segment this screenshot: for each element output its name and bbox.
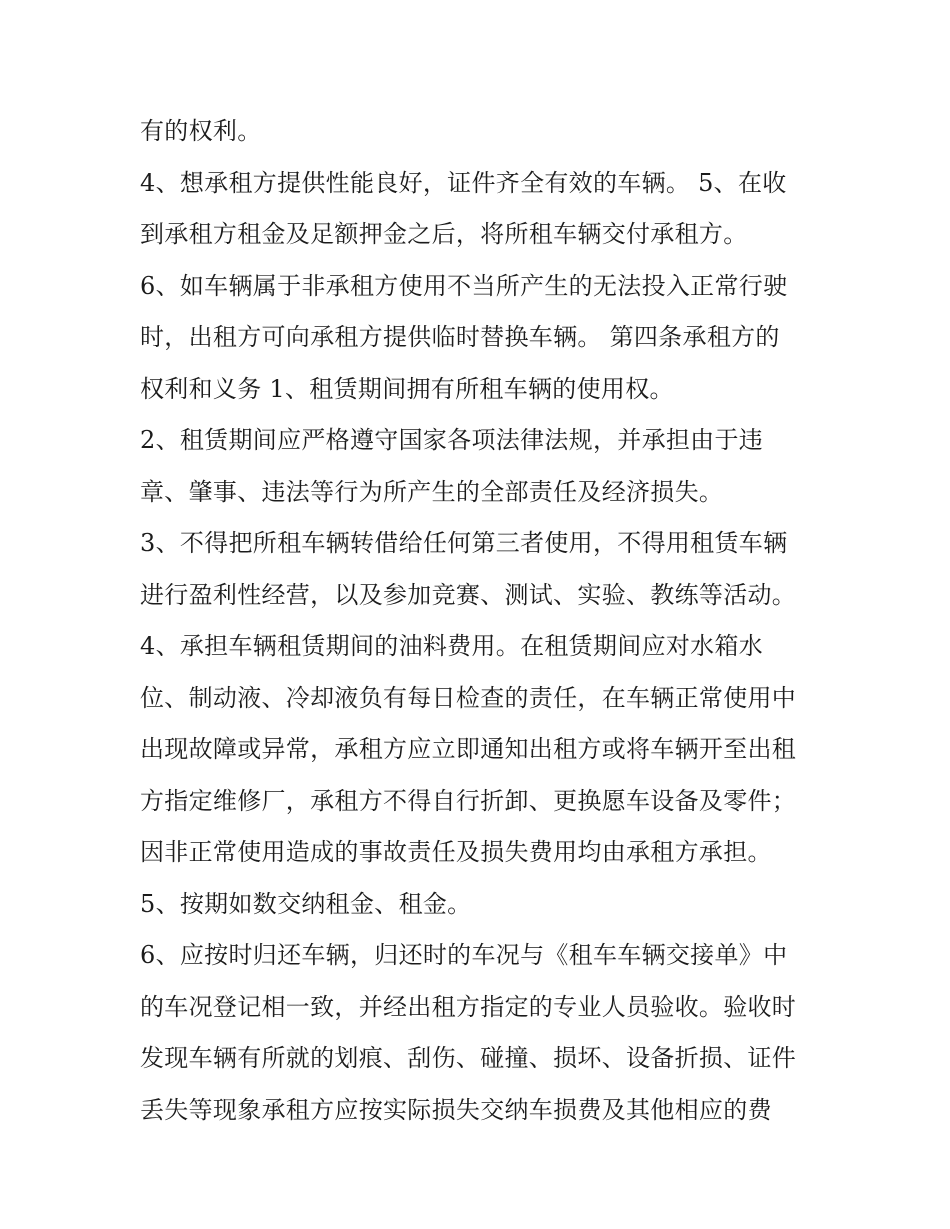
document-body xyxy=(140,106,830,1136)
text-line-10: 进行盈利性经营，以及参加竞赛、测试、实验、教练等活动。 xyxy=(140,580,797,609)
text-line-12: 位、制动液、冷却液负有每日检查的责任，在车辆正常使用中 xyxy=(140,683,797,712)
text-line-7: 2、租赁期间应严格遵守国家各项法律法规，并承担由于违 xyxy=(140,426,764,454)
text-line-2: 4、想承租方提供性能良好，证件齐全有效的车辆。 5、在收 xyxy=(140,168,787,197)
text-line-8: 章、肇事、违法等行为所产生的全部责任及经济损失。 xyxy=(140,477,724,506)
text-line-15: 因非正常使用造成的事故责任及损失费用均由承租方承担。 xyxy=(140,838,772,866)
text-line-11: 4、承担车辆租赁期间的油料费用。在租赁期间应对水箱水 xyxy=(140,632,764,660)
text-line-1: 有的权利。 xyxy=(140,117,262,145)
text-line-20: 丢失等现象承租方应按实际损失交纳车损费及其他相应的费 xyxy=(140,1095,772,1124)
text-line-9: 3、不得把所租车辆转借给任何第三者使用，不得用租赁车辆 xyxy=(140,529,788,557)
text-line-4: 6、如车辆属于非承租方使用不当所产生的无法投入正常行驶 xyxy=(140,271,788,300)
text-line-19: 发现车辆有所就的划痕、刮伤、碰撞、损坏、设备折损、证件 xyxy=(140,1044,797,1072)
text-line-17: 6、应按时归还车辆，归还时的车况与《租车车辆交接单》中 xyxy=(140,941,788,969)
text-line-3: 到承租方租金及足额押金之后，将所租车辆交付承租方。 xyxy=(140,220,748,248)
text-line-16: 5、按期如数交纳租金、租金。 xyxy=(140,889,472,918)
text-line-13: 出现故障或异常，承租方应立即通知出租方或将车辆开至出租 xyxy=(140,735,797,763)
text-line-18: 的车况登记相一致，并经出租方指定的专业人员验收。验收时 xyxy=(140,992,797,1021)
text-line-14: 方指定维修厂，承租方不得自行折卸、更换愿车设备及零件； xyxy=(140,786,797,815)
text-line-5: 时，出租方可向承租方提供临时替换车辆。 第四条承租方的 xyxy=(140,323,780,351)
text-line-6: 权利和义务 1、租赁期间拥有所租车辆的使用权。 xyxy=(140,374,674,403)
